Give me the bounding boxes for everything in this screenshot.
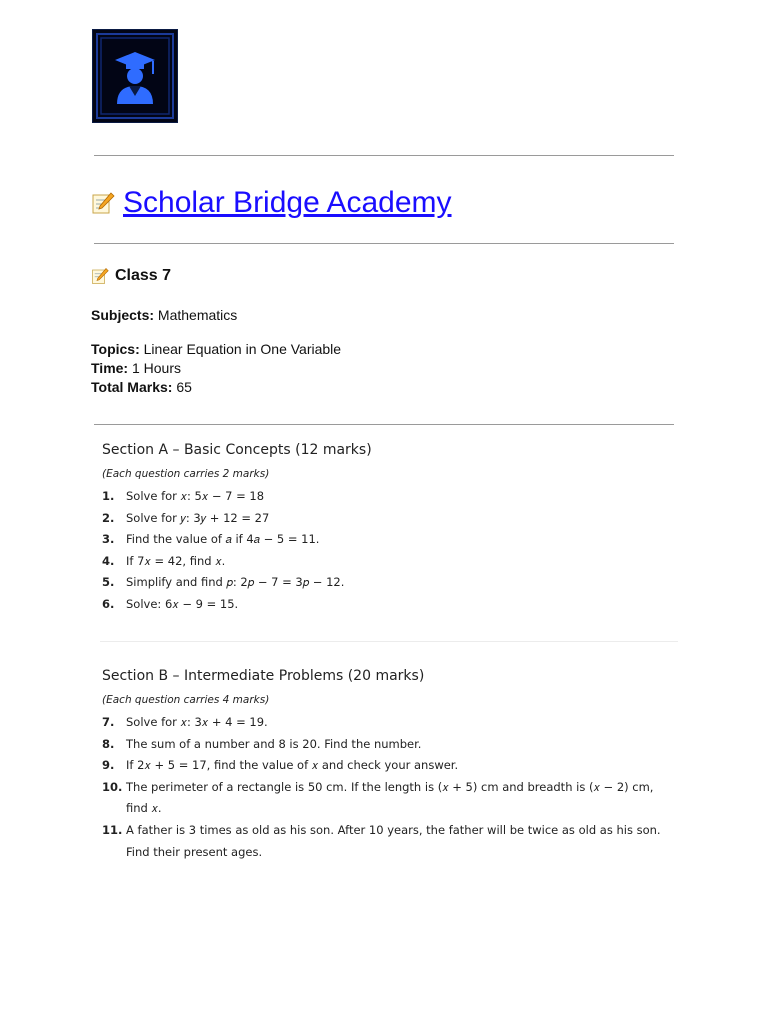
question-item [102,734,672,756]
question-text: Find the value of 𝑎 if 4𝑎 − 5 = 11. [126,532,320,547]
question-number: 2. [102,510,115,525]
class-heading [91,267,171,285]
time-value: 1 Hours [128,360,182,376]
question-item [102,551,672,573]
section-title: Section A – Basic Concepts (12 marks) [102,442,372,458]
question-number: 7. [102,715,115,729]
memo-icon [91,191,115,215]
section-note: (Each question carries 4 marks) [102,694,270,706]
exam-details [91,340,341,397]
question-item [102,594,672,616]
question-item [102,508,672,530]
question-text: If 7𝑥 = 42, find 𝑥. [126,553,226,568]
question-item [102,572,672,594]
time-line [91,359,341,378]
section-a [102,440,672,616]
question-text: The sum of a number and 8 is 20. Find the number. [126,736,422,751]
marks-line [91,378,341,397]
question-text: Solve: 6𝑥 − 9 = 15. [126,596,239,611]
question-item [102,529,672,551]
question-text: If 2𝑥 + 5 = 17, find the value of 𝑥 and check your answer. [126,758,459,773]
question-text: Solve for 𝑦: 3𝑦 + 12 = 27 [126,510,270,525]
question-text: Solve for 𝑥: 5𝑥 − 7 = 18 [126,489,265,503]
divider [100,641,678,642]
section-b [102,666,672,863]
subjects-value: Mathematics [154,307,238,323]
academy-logo [92,29,178,123]
divider [94,243,674,244]
question-text: A father is 3 times as old as his son. After 10 years, the father will be twice as old as his son. Find their present ages. [126,822,661,859]
question-item [102,712,672,734]
class-title: Class 7 [115,267,172,284]
section-title: Section B – Intermediate Problems (20 marks) [102,668,425,684]
question-number: 9. [102,758,115,773]
question-list [102,712,672,863]
question-number: 5. [102,575,115,590]
question-text: The perimeter of a rectangle is 50 cm. If the length is (𝑥 + 5) cm and breadth is (𝑥 − 2) cm, find 𝑥. [126,779,654,816]
academy-title-link[interactable]: Scholar Bridge Academy [123,186,452,219]
graduate-cap-icon [93,30,177,122]
marks-value: 65 [172,379,192,395]
marks-label: Total Marks: [91,379,173,395]
title-row [91,184,452,222]
question-text: Solve for 𝑥: 3𝑥 + 4 = 19. [126,715,268,729]
memo-icon [91,267,109,285]
topics-line [91,340,341,359]
subjects-label: Subjects: [91,307,155,323]
question-number: 11. [102,822,123,837]
section-note: (Each question carries 2 marks) [102,468,270,480]
topics-value: Linear Equation in One Variable [139,341,342,357]
divider [94,424,674,425]
question-number: 8. [102,736,115,751]
question-item [102,777,672,820]
divider [94,155,674,156]
subjects-line [91,306,237,325]
question-text: Simplify and find 𝑝: 2𝑝 − 7 = 3𝑝 − 12. [126,575,345,590]
question-number: 10. [102,779,123,794]
question-number: 3. [102,532,115,547]
question-item [102,820,672,863]
topics-label: Topics: [91,341,140,357]
question-number: 4. [102,553,115,568]
question-item [102,486,672,508]
question-item [102,755,672,777]
question-list [102,486,672,616]
question-number: 1. [102,489,115,503]
time-label: Time: [91,360,129,376]
question-number: 6. [102,596,115,611]
